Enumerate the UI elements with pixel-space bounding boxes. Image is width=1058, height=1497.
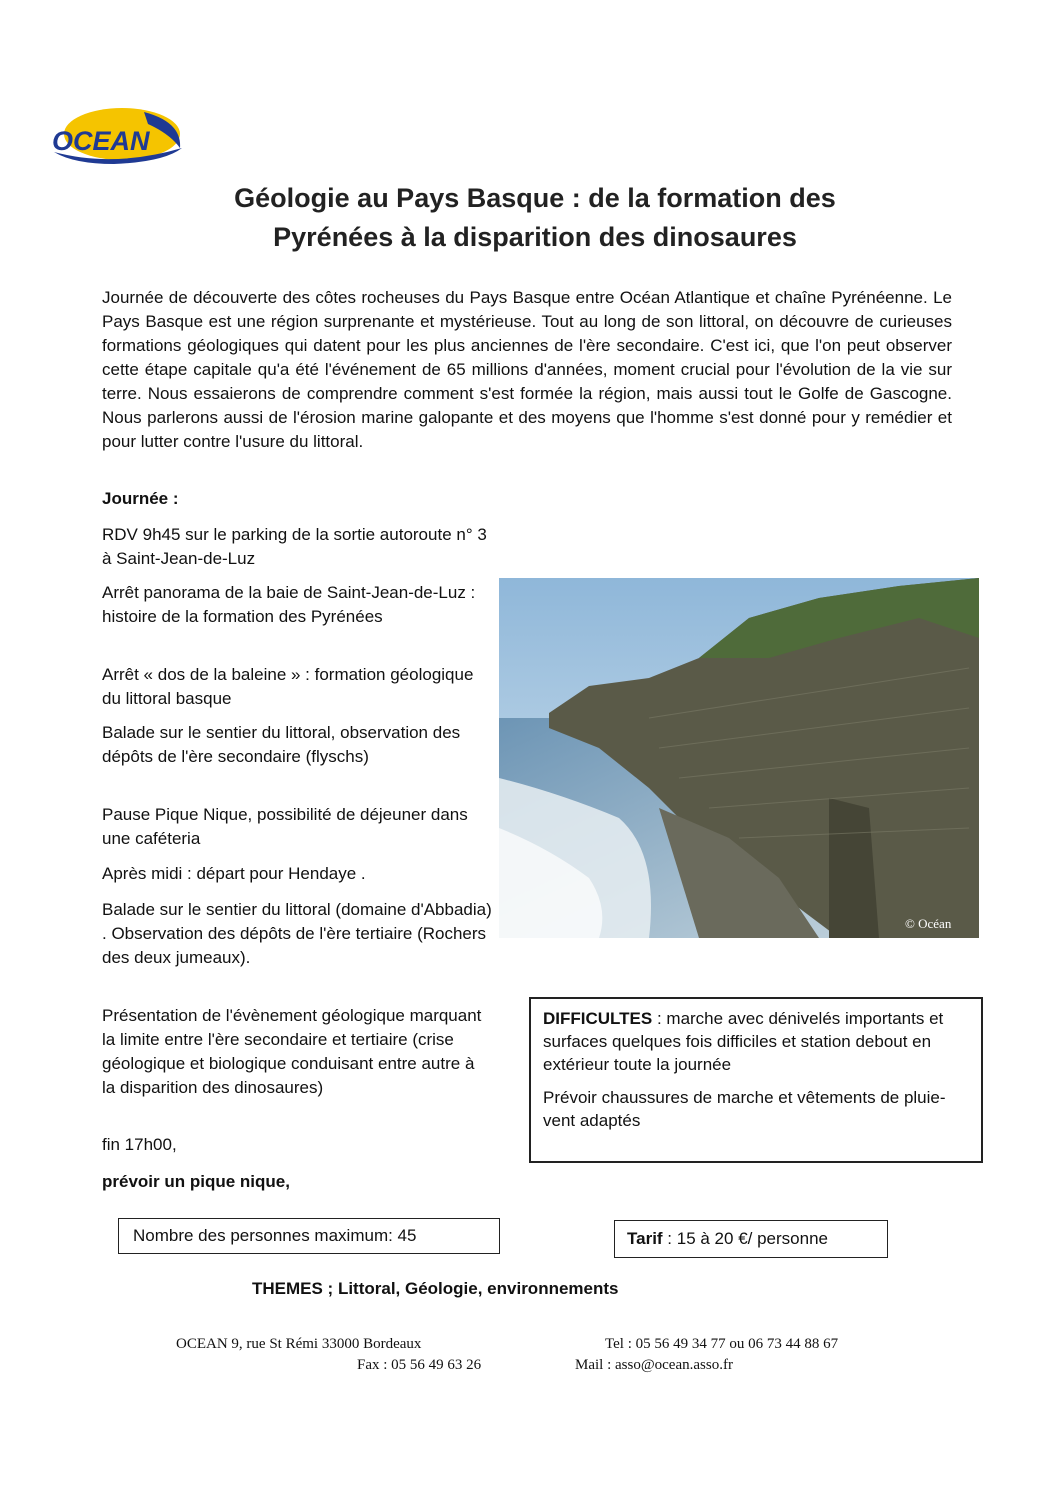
- journee-item: Arrêt panorama de la baie de Saint-Jean-de-Luz : histoire de la formation des Pyrénées: [102, 583, 476, 626]
- difficultes-label: DIFFICULTES: [543, 1009, 653, 1028]
- difficultes-text: [543, 1007, 969, 1076]
- page-title-line-2: Pyrénées à la disparition des dinosaures: [273, 222, 797, 252]
- logo-graphic: [44, 104, 184, 166]
- journee-item: Balade sur le sentier du littoral (domaine d'Abbadia) . Observation des dépôts de l'ère tertiaire (Rochers des deux jumeaux).: [102, 900, 492, 967]
- footer-address: OCEAN 9, rue St Rémi 33000 Bordeaux: [176, 1336, 422, 1352]
- journee-item: fin 17h00,: [102, 1135, 177, 1154]
- journee-item: Pause Pique Nique, possibilité de déjeuner dans une caféteria: [102, 805, 468, 848]
- tarif-label: Tarif: [627, 1229, 663, 1248]
- svg-text:OCEAN: OCEAN: [52, 126, 150, 156]
- coastline-photo: [499, 578, 979, 938]
- intro-paragraph: Journée de découverte des côtes rocheuses du Pays Basque entre Océan Atlantique et chaîne Pyrénéenne. Le Pays Basque est une région surprenante et mystérieuse. Tout au long de son littoral, on découvre de curieuses formations géologiques qui datent pour les plus anciennes de l'ère secondaire. C'est ici, que l'on peut observer cette étape capitale qu'a été l'événement de 65 millions d'années, moment crucial pour l'évolution de la vie sur terre. Nous essaierons de comprendre comment s'est formée la région, mais aussi tout le Golfe de Gascogne. Nous parlerons aussi de l'érosion marine galopante et des moyens que l'homme s'est donné pour y remédier et pour lutter contre l'usure du littoral.: [102, 288, 952, 451]
- difficultes-note: Prévoir chaussures de marche et vêtements de pluie-vent adaptés: [543, 1088, 946, 1130]
- journee-item: Présentation de l'évènement géologique marquant la limite entre l'ère secondaire et tertiaire (crise géologique et biologique conduisant entre autre à la disparition des dinosaures): [102, 1006, 482, 1097]
- tarif-value: : 15 à 20 €/ personne: [662, 1229, 828, 1248]
- footer-mail: Mail : asso@ocean.asso.fr: [575, 1357, 733, 1373]
- photo-credit: © Océan: [905, 916, 952, 931]
- themes-line: THEMES ; Littoral, Géologie, environnements: [252, 1279, 619, 1298]
- capacity-box: Nombre des personnes maximum: 45: [118, 1218, 500, 1254]
- footer-fax: Fax : 05 56 49 63 26: [357, 1357, 482, 1373]
- journee-heading: Journée :: [102, 489, 179, 508]
- page-title-line-1: Géologie au Pays Basque : de la formation des: [234, 183, 836, 213]
- journee-item: Balade sur le sentier du littoral, observation des dépôts de l'ère secondaire (flyschs): [102, 723, 461, 766]
- journee-item: Arrêt « dos de la baleine » : formation géologique du littoral basque: [102, 665, 474, 708]
- footer-tel: Tel : 05 56 49 34 77 ou 06 73 44 88 67: [605, 1336, 839, 1352]
- journee-item: RDV 9h45 sur le parking de la sortie autoroute n° 3 à Saint-Jean-de-Luz: [102, 525, 487, 568]
- tarif-box: [614, 1220, 888, 1258]
- ocean-logo: [44, 104, 184, 166]
- cliff-illustration: [499, 578, 979, 938]
- journee-item: Après midi : départ pour Hendaye .: [102, 864, 366, 883]
- difficultes-description: : marche avec dénivelés importants et surfaces quelques fois difficiles et station debout en extérieur toute la journée: [543, 1009, 944, 1074]
- journee-closing: prévoir un pique nique,: [102, 1172, 290, 1191]
- difficultes-box: [529, 997, 983, 1163]
